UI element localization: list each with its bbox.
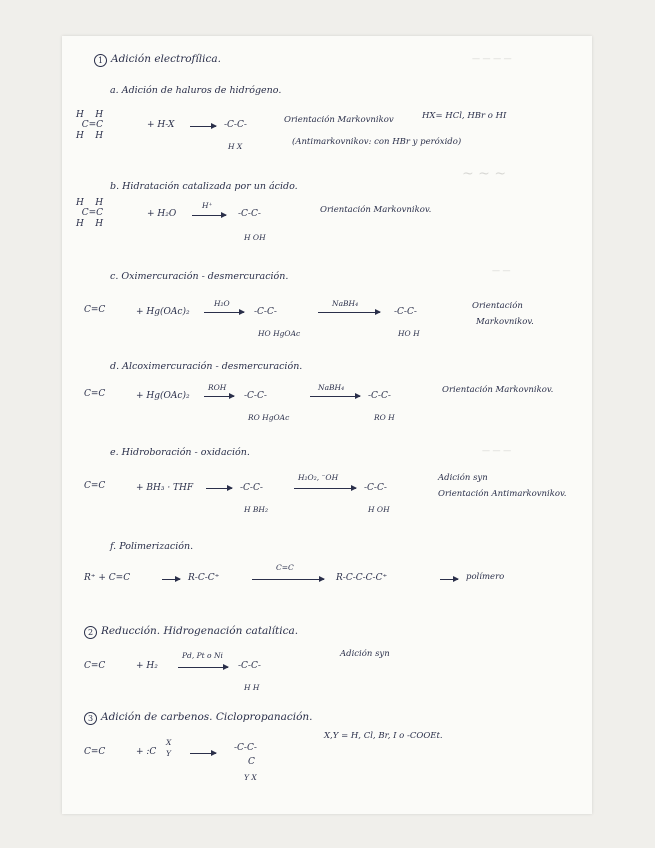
a-product: -C-C- bbox=[224, 120, 247, 130]
b-product: -C-C- bbox=[238, 209, 261, 219]
s2-product: -C-C- bbox=[238, 661, 261, 671]
heading-text: Adición de carbenos. Ciclopropanación. bbox=[101, 711, 313, 723]
d-note: Orientación Markovnikov. bbox=[442, 385, 554, 395]
b-catalyst: H⁺ bbox=[202, 201, 213, 210]
section-number-badge: 2 bbox=[84, 626, 97, 639]
e-arrow-2 bbox=[294, 488, 356, 489]
e-step2-reagent: H₂O₂, ⁻OH bbox=[298, 473, 339, 482]
c-arrow-2 bbox=[318, 312, 380, 313]
d-product: -C-C- bbox=[368, 391, 391, 401]
s3-product-carbene-carbon: C bbox=[248, 757, 255, 767]
section-1-heading bbox=[94, 54, 221, 67]
e-intermediate-substituents: H BH₂ bbox=[244, 505, 268, 514]
e-reagent: + BH₃ · THF bbox=[136, 483, 194, 493]
f-arrow-3 bbox=[440, 579, 458, 580]
c-intermediate: -C-C- bbox=[254, 307, 277, 317]
c-reagent: + Hg(OAc)₂ bbox=[136, 307, 190, 317]
a-note-orientation: Orientación Markovnikov bbox=[284, 115, 394, 125]
e-note-orientation: Orientación Antimarkovnikov. bbox=[438, 489, 567, 499]
a-note-hx: HX= HCl, HBr o HI bbox=[422, 111, 507, 121]
e-arrow-1 bbox=[206, 488, 232, 489]
subsection-a-title: a. Adición de haluros de hidrógeno. bbox=[110, 85, 282, 96]
a-reagent: + H-X bbox=[147, 120, 175, 130]
s3-reactant: C=C bbox=[84, 747, 106, 757]
s3-product: -C-C- bbox=[234, 743, 257, 753]
d-intermediate-substituents: RO HgOAc bbox=[248, 413, 290, 422]
d-step2-reagent: NaBH₄ bbox=[318, 383, 345, 392]
b-reaction-arrow bbox=[192, 215, 226, 216]
d-arrow-2 bbox=[310, 396, 360, 397]
f-reagent: C=C bbox=[276, 563, 294, 572]
e-product-substituents: H OH bbox=[368, 505, 390, 514]
d-reactant: C=C bbox=[84, 389, 106, 399]
section-number-badge: 3 bbox=[84, 712, 97, 725]
s2-catalyst: Pd, Pt o Ni bbox=[182, 651, 223, 660]
s2-note: Adición syn bbox=[340, 649, 390, 659]
s2-reaction-arrow bbox=[178, 667, 228, 668]
b-product-substituents: H OH bbox=[244, 233, 266, 242]
a-reaction-arrow bbox=[190, 126, 216, 127]
s3-reaction-arrow bbox=[190, 753, 216, 754]
e-product: -C-C- bbox=[364, 483, 387, 493]
d-product-substituents: RO H bbox=[374, 413, 395, 422]
a-product-substituents: H X bbox=[228, 142, 243, 151]
section-2-heading bbox=[84, 626, 298, 639]
a-note-antimarkovnikov: (Antimarkovnikov: con HBr y peróxido) bbox=[292, 137, 462, 147]
b-reactant: H H C=C H H bbox=[76, 198, 104, 229]
subsection-c-title: c. Oximercuración - desmercuración. bbox=[110, 271, 289, 282]
s3-reagent: + :C bbox=[136, 747, 157, 757]
f-right: R-C-C-C-C⁺ bbox=[336, 573, 388, 583]
c-note-line1: Orientación bbox=[472, 301, 523, 311]
s2-product-substituents: H H bbox=[244, 683, 260, 692]
f-mid: R-C-C⁺ bbox=[188, 573, 220, 583]
f-left: R⁺ + C=C bbox=[84, 573, 131, 583]
f-arrow-2 bbox=[252, 579, 324, 580]
subsection-f-title: f. Polimerización. bbox=[110, 541, 194, 552]
subsection-e-title: e. Hidroboración - oxidación. bbox=[110, 447, 250, 458]
c-note-line2: Markovnikov. bbox=[476, 317, 534, 327]
d-reagent: + Hg(OAc)₂ bbox=[136, 391, 190, 401]
d-step1-reagent: ROH bbox=[208, 383, 227, 392]
section-number-badge: 1 bbox=[94, 54, 107, 67]
d-arrow-1 bbox=[204, 396, 234, 397]
d-intermediate: -C-C- bbox=[244, 391, 267, 401]
f-product: polímero bbox=[466, 572, 505, 582]
c-step1-reagent: H₂O bbox=[214, 299, 230, 308]
s2-reactant: C=C bbox=[84, 661, 106, 671]
c-product: -C-C- bbox=[394, 307, 417, 317]
heading-text: Adición electrofílica. bbox=[111, 53, 221, 65]
subsection-b-title: b. Hidratación catalizada por un ácido. bbox=[110, 181, 298, 192]
heading-text: Reducción. Hidrogenación catalítica. bbox=[101, 625, 299, 637]
section-3-heading bbox=[84, 712, 313, 725]
f-arrow-1 bbox=[162, 579, 180, 580]
s3-reagent-substituents: X Y bbox=[166, 738, 172, 758]
e-reactant: C=C bbox=[84, 481, 106, 491]
e-note-syn: Adición syn bbox=[438, 473, 488, 483]
c-step2-reagent: NaBH₄ bbox=[332, 299, 359, 308]
subsection-d-title: d. Alcoximercuración - desmercuración. bbox=[110, 361, 303, 372]
b-reagent: + H₂O bbox=[147, 209, 177, 219]
s2-reagent: + H₂ bbox=[136, 661, 158, 671]
s3-note: X,Y = H, Cl, Br, I o -COOEt. bbox=[324, 731, 443, 741]
c-arrow-1 bbox=[204, 312, 244, 313]
e-intermediate: -C-C- bbox=[240, 483, 263, 493]
c-intermediate-substituents: HO HgOAc bbox=[258, 329, 301, 338]
c-product-substituents: HO H bbox=[398, 329, 420, 338]
a-reactant: H H C=C H H bbox=[76, 110, 104, 141]
s3-product-substituents: Y X bbox=[244, 773, 257, 782]
notebook-page: — — — — ~ ~ ~ — — — — — 1 Adición electrofílica. a. Adición de haluros de hidrógeno. H H C=C H H + H-X -C-C- H X Orientación Markovnikov HX= HCl, HBr o HI (Antimarkovnikov: con HBr y peróxido) b. Hidratación catalizada por un ácido. H H C=C H H + H₂O H⁺ -C-C- H OH Orientación Markovnikov. c. Oximercuración - desmercuración. C=C + Hg(OAc)₂ H₂O -C-C- HO HgOAc NaBH₄ -C-C- HO H Orientación Markovnikov. d. Alcoximercuración - desmercuración. C=C + Hg(OAc)₂ ROH -C-C- RO HgOAc NaBH₄ -C-C- RO H Orientación Markovnikov. e. Hidroboración - oxidación. C=C + BH₃ · THF -C-C- H BH₂ H₂O₂, ⁻OH -C-C- H OH Adición syn Orientación Antimarkovnikov. f. Polimerización. R⁺ + C=C R-C-C⁺ C=C R-C-C-C-C⁺ polímero 2 Reducción. Hidrogenación catalítica. C=C + H₂ Pd, Pt o Ni -C-C- H H Adición syn 3 Adición de carbenos. Ciclopropanación. C=C + :C X Y -C-C- C Y X X,Y = H, Cl, Br, I o -COOEt. bbox=[62, 36, 592, 814]
c-reactant: C=C bbox=[84, 305, 106, 315]
b-note: Orientación Markovnikov. bbox=[320, 205, 432, 215]
